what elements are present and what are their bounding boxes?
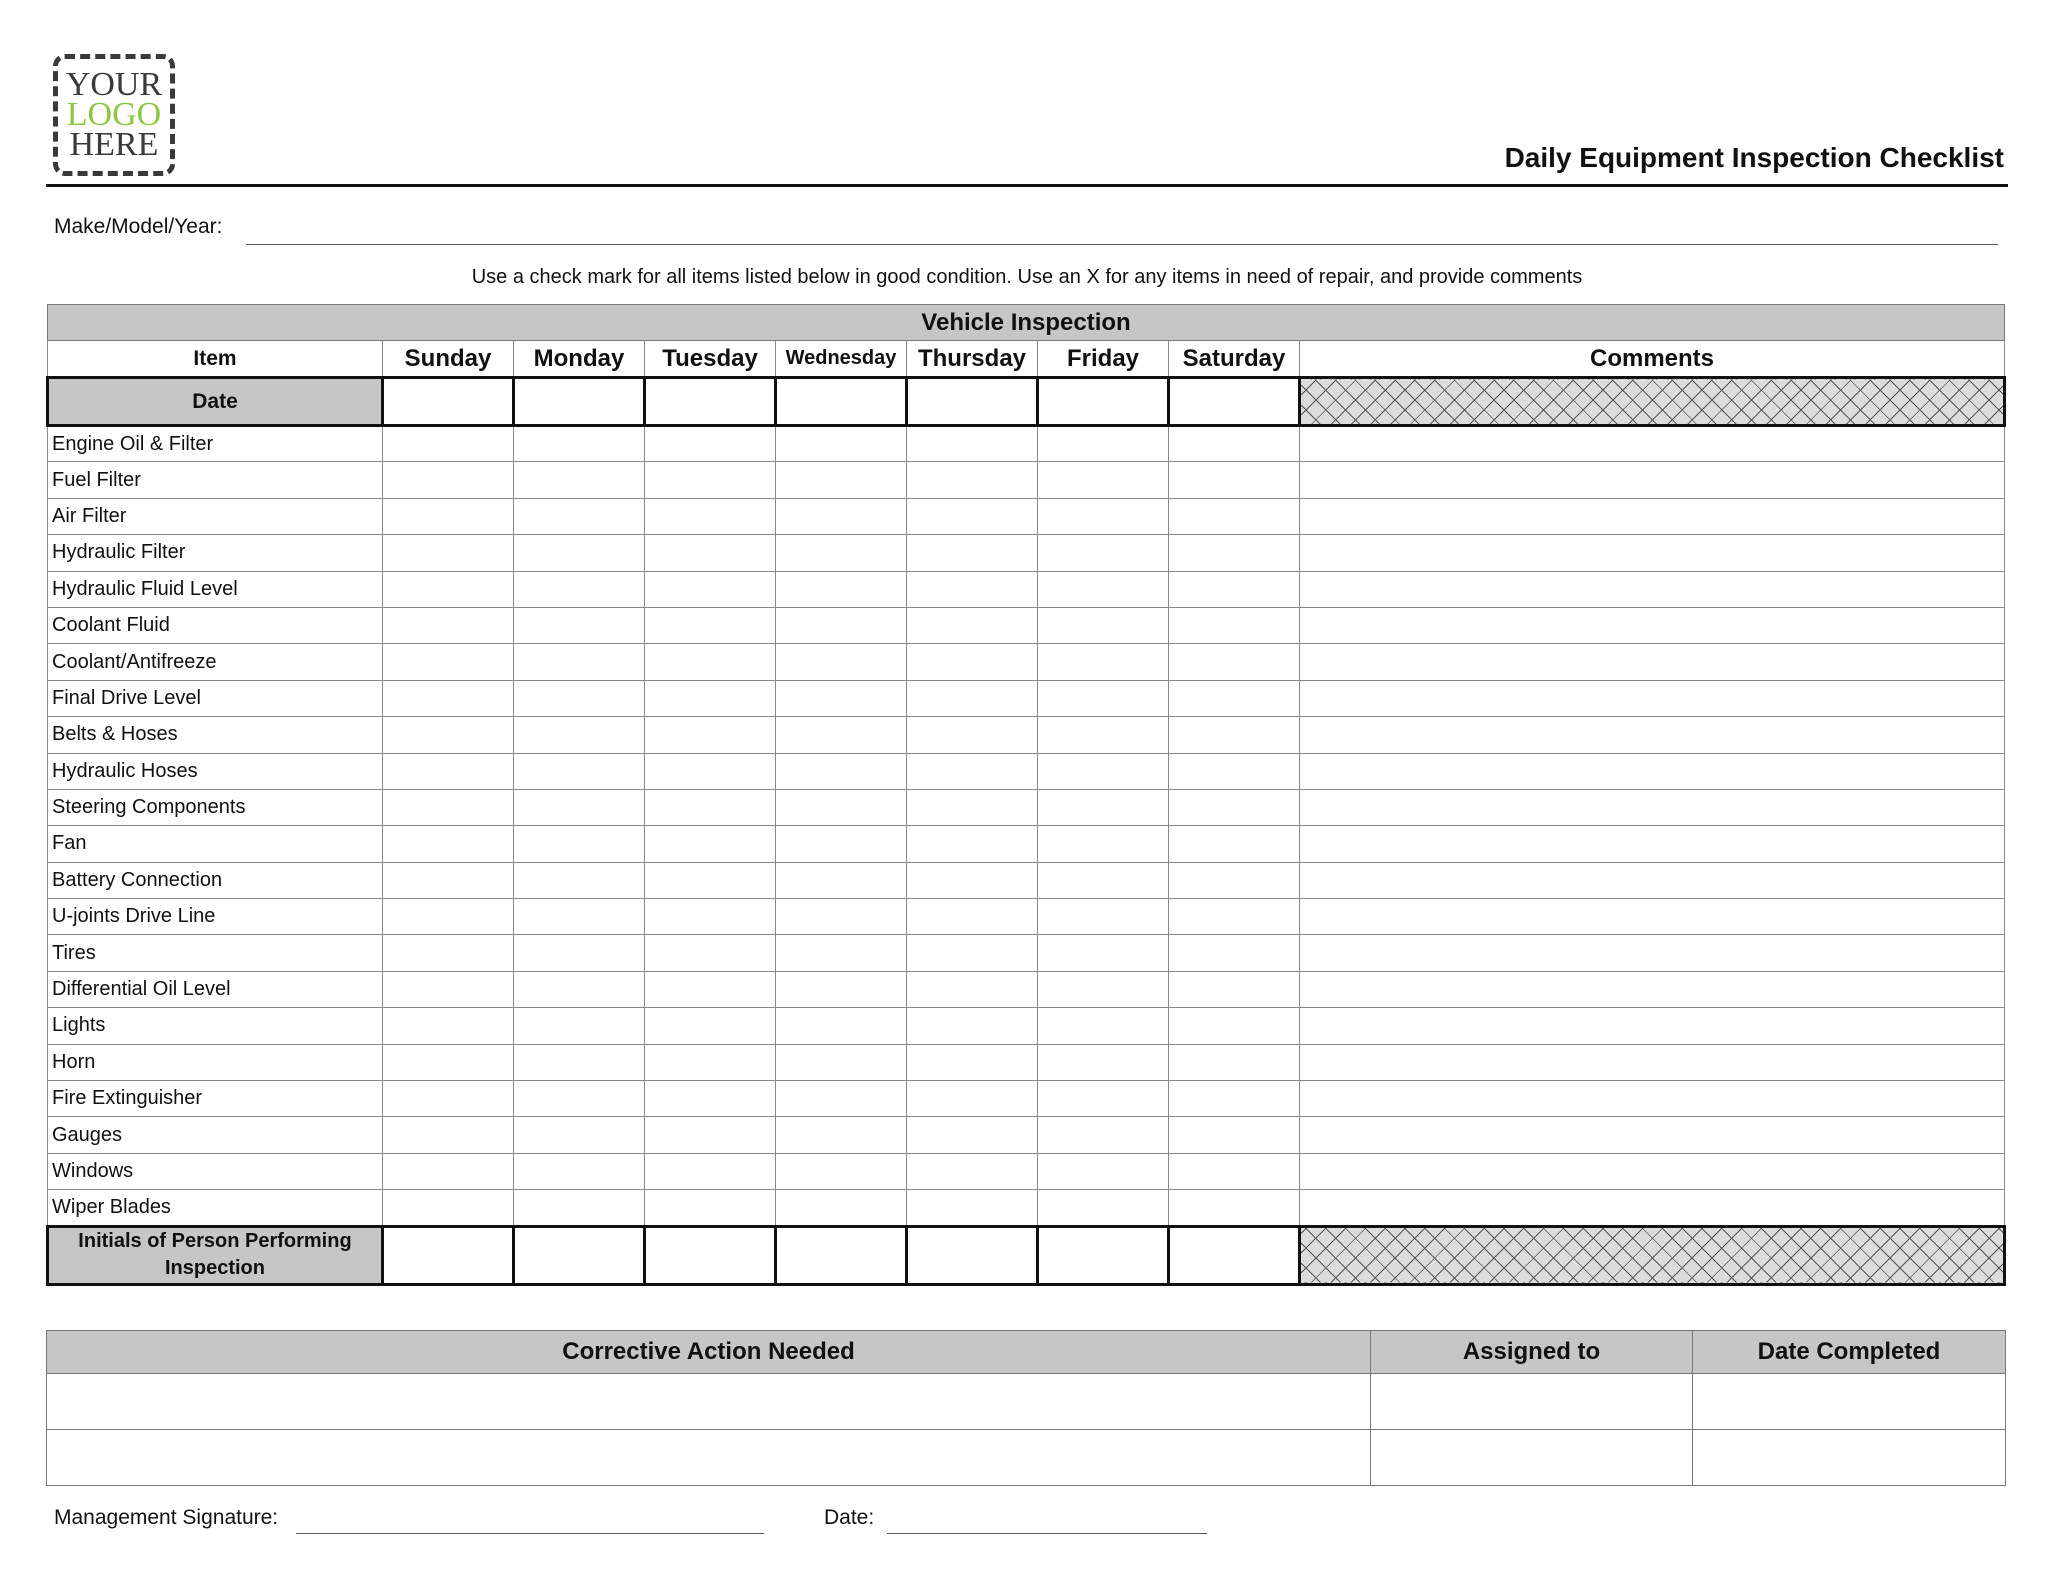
check-cell-wednesday[interactable] <box>776 717 907 753</box>
date-cell-saturday[interactable] <box>1169 378 1300 426</box>
logo-text-line2: LOGO <box>66 96 162 133</box>
check-cell-friday[interactable] <box>1038 1190 1169 1226</box>
table-row <box>48 1153 2005 1189</box>
check-cell-thursday[interactable] <box>907 935 1038 971</box>
check-cell-tuesday[interactable] <box>645 971 776 1007</box>
check-cell-friday[interactable] <box>1038 426 1169 462</box>
check-cell-sunday[interactable] <box>383 753 514 789</box>
column-header-date-completed: Date Completed <box>1693 1331 2006 1374</box>
check-cell-sunday[interactable] <box>383 426 514 462</box>
table-row <box>48 717 2005 753</box>
check-cell-thursday[interactable] <box>907 826 1038 862</box>
check-cell-wednesday[interactable] <box>776 607 907 643</box>
column-header-sunday: Sunday <box>383 341 514 378</box>
check-cell-thursday[interactable] <box>907 899 1038 935</box>
check-cell-thursday[interactable] <box>907 1117 1038 1153</box>
table-row <box>48 826 2005 862</box>
check-cell-thursday[interactable] <box>907 498 1038 534</box>
check-cell-friday[interactable] <box>1038 535 1169 571</box>
date-cell-sunday[interactable] <box>383 378 514 426</box>
check-cell-wednesday[interactable] <box>776 971 907 1007</box>
check-cell-sunday[interactable] <box>383 971 514 1007</box>
column-header-friday: Friday <box>1038 341 1169 378</box>
logo-text-line3: HERE <box>69 126 159 163</box>
check-cell-monday[interactable] <box>514 899 645 935</box>
corrective-action-row <box>47 1374 2006 1430</box>
check-cell-sunday[interactable] <box>383 862 514 898</box>
check-cell-thursday[interactable] <box>907 753 1038 789</box>
table-row <box>48 426 2005 462</box>
signature-date-field[interactable] <box>887 1533 1207 1534</box>
check-cell-sunday[interactable] <box>383 1153 514 1189</box>
check-cell-thursday[interactable] <box>907 789 1038 825</box>
check-cell-saturday[interactable] <box>1169 899 1300 935</box>
inspection-item-label: Hydraulic Hoses <box>48 753 383 789</box>
table-row <box>48 789 2005 825</box>
table-row <box>48 935 2005 971</box>
column-header-monday: Monday <box>514 341 645 378</box>
check-cell-saturday[interactable] <box>1169 717 1300 753</box>
comments-cell[interactable] <box>1300 862 2005 898</box>
check-cell-saturday[interactable] <box>1169 1190 1300 1226</box>
check-cell-sunday[interactable] <box>383 462 514 498</box>
check-cell-monday[interactable] <box>514 535 645 571</box>
inspection-item-label: Coolant/Antifreeze <box>48 644 383 680</box>
check-cell-monday[interactable] <box>514 644 645 680</box>
check-cell-saturday[interactable] <box>1169 535 1300 571</box>
inspection-item-label: U-joints Drive Line <box>48 899 383 935</box>
check-cell-thursday[interactable] <box>907 1081 1038 1117</box>
initials-cell-saturday[interactable] <box>1169 1226 1300 1284</box>
comments-cell[interactable] <box>1300 1153 2005 1189</box>
initials-label-line1: Initials of Person Performing <box>78 1230 352 1253</box>
table-row <box>48 1117 2005 1153</box>
table-row <box>48 571 2005 607</box>
check-cell-sunday[interactable] <box>383 1117 514 1153</box>
check-cell-wednesday[interactable] <box>776 462 907 498</box>
inspection-item-label: Tires <box>48 935 383 971</box>
table-row <box>48 1008 2005 1044</box>
table-row <box>48 644 2005 680</box>
check-cell-sunday[interactable] <box>383 644 514 680</box>
check-cell-wednesday[interactable] <box>776 644 907 680</box>
inspection-item-label: Steering Components <box>48 789 383 825</box>
comments-cell[interactable] <box>1300 1081 2005 1117</box>
management-signature-label: Management Signature: <box>54 1506 279 1529</box>
check-cell-monday[interactable] <box>514 680 645 716</box>
check-cell-friday[interactable] <box>1038 971 1169 1007</box>
check-cell-monday[interactable] <box>514 1044 645 1080</box>
check-cell-tuesday[interactable] <box>645 862 776 898</box>
check-cell-saturday[interactable] <box>1169 426 1300 462</box>
check-cell-wednesday[interactable] <box>776 753 907 789</box>
check-cell-saturday[interactable] <box>1169 1117 1300 1153</box>
check-cell-wednesday[interactable] <box>776 571 907 607</box>
check-cell-saturday[interactable] <box>1169 1153 1300 1189</box>
check-cell-wednesday[interactable] <box>776 680 907 716</box>
check-cell-tuesday[interactable] <box>645 1081 776 1117</box>
table-row <box>48 680 2005 716</box>
table-row <box>48 607 2005 643</box>
check-cell-friday[interactable] <box>1038 607 1169 643</box>
corrective-action-cell[interactable] <box>47 1430 1371 1486</box>
date-row <box>48 378 2005 426</box>
comments-cell[interactable] <box>1300 498 2005 534</box>
check-cell-thursday[interactable] <box>907 1153 1038 1189</box>
date-row-label: Date <box>48 378 383 426</box>
corrective-action-row <box>47 1430 2006 1486</box>
check-cell-wednesday[interactable] <box>776 1008 907 1044</box>
check-cell-friday[interactable] <box>1038 789 1169 825</box>
date-completed-cell[interactable] <box>1693 1430 2006 1486</box>
check-cell-tuesday[interactable] <box>645 680 776 716</box>
check-cell-thursday[interactable] <box>907 1044 1038 1080</box>
check-cell-thursday[interactable] <box>907 680 1038 716</box>
check-cell-friday[interactable] <box>1038 1153 1169 1189</box>
check-cell-wednesday[interactable] <box>776 826 907 862</box>
check-cell-monday[interactable] <box>514 1117 645 1153</box>
inspection-item-label: Final Drive Level <box>48 680 383 716</box>
check-cell-saturday[interactable] <box>1169 680 1300 716</box>
check-cell-saturday[interactable] <box>1169 644 1300 680</box>
inspection-item-label: Differential Oil Level <box>48 971 383 1007</box>
table-row <box>48 862 2005 898</box>
column-header-comments: Comments <box>1300 341 2005 378</box>
check-cell-saturday[interactable] <box>1169 498 1300 534</box>
check-cell-friday[interactable] <box>1038 717 1169 753</box>
check-cell-friday[interactable] <box>1038 644 1169 680</box>
date-cell-wednesday[interactable] <box>776 378 907 426</box>
table-row <box>48 971 2005 1007</box>
check-cell-thursday[interactable] <box>907 971 1038 1007</box>
document-title: Daily Equipment Inspection Checklist <box>1504 142 2004 173</box>
column-header-tuesday: Tuesday <box>645 341 776 378</box>
check-cell-friday[interactable] <box>1038 935 1169 971</box>
check-cell-friday[interactable] <box>1038 1117 1169 1153</box>
check-cell-monday[interactable] <box>514 607 645 643</box>
check-cell-sunday[interactable] <box>383 826 514 862</box>
comments-cell[interactable] <box>1300 607 2005 643</box>
check-cell-saturday[interactable] <box>1169 753 1300 789</box>
check-cell-wednesday[interactable] <box>776 498 907 534</box>
inspection-item-label: Gauges <box>48 1117 383 1153</box>
initials-cell-wednesday[interactable] <box>776 1226 907 1284</box>
check-cell-saturday[interactable] <box>1169 1008 1300 1044</box>
initials-cell-tuesday[interactable] <box>645 1226 776 1284</box>
inspection-item-label: Belts & Hoses <box>48 717 383 753</box>
check-cell-thursday[interactable] <box>907 862 1038 898</box>
table-row <box>48 753 2005 789</box>
column-header-assigned-to: Assigned to <box>1371 1331 1693 1374</box>
check-cell-monday[interactable] <box>514 426 645 462</box>
check-cell-friday[interactable] <box>1038 826 1169 862</box>
check-cell-saturday[interactable] <box>1169 935 1300 971</box>
comments-cell[interactable] <box>1300 426 2005 462</box>
comments-cell[interactable] <box>1300 1008 2005 1044</box>
check-cell-monday[interactable] <box>514 1008 645 1044</box>
check-cell-monday[interactable] <box>514 971 645 1007</box>
initials-cell-monday[interactable] <box>514 1226 645 1284</box>
check-cell-wednesday[interactable] <box>776 1190 907 1226</box>
check-cell-friday[interactable] <box>1038 1044 1169 1080</box>
vehicle-inspection-table <box>46 304 2006 1286</box>
title-divider <box>46 184 2008 187</box>
check-cell-thursday[interactable] <box>907 607 1038 643</box>
check-cell-monday[interactable] <box>514 571 645 607</box>
check-cell-sunday[interactable] <box>383 1081 514 1117</box>
column-header-row <box>48 341 2005 378</box>
date-cell-tuesday[interactable] <box>645 378 776 426</box>
inspection-item-label: Battery Connection <box>48 862 383 898</box>
check-cell-friday[interactable] <box>1038 899 1169 935</box>
column-header-corrective-action: Corrective Action Needed <box>47 1331 1371 1374</box>
inspection-item-label: Wiper Blades <box>48 1190 383 1226</box>
check-cell-monday[interactable] <box>514 935 645 971</box>
check-cell-friday[interactable] <box>1038 753 1169 789</box>
comments-cell[interactable] <box>1300 789 2005 825</box>
check-cell-tuesday[interactable] <box>645 935 776 971</box>
inspection-item-label: Windows <box>48 1153 383 1189</box>
inspection-item-label: Horn <box>48 1044 383 1080</box>
initials-cell-sunday[interactable] <box>383 1226 514 1284</box>
comments-cell[interactable] <box>1300 680 2005 716</box>
column-header-wednesday: Wednesday <box>776 341 907 378</box>
check-cell-thursday[interactable] <box>907 644 1038 680</box>
check-cell-tuesday[interactable] <box>645 426 776 462</box>
corrective-action-cell[interactable] <box>47 1374 1371 1430</box>
check-cell-sunday[interactable] <box>383 498 514 534</box>
table-row <box>48 462 2005 498</box>
check-cell-friday[interactable] <box>1038 1081 1169 1117</box>
inspection-item-label: Hydraulic Filter <box>48 535 383 571</box>
comments-cell[interactable] <box>1300 971 2005 1007</box>
initials-label-line2: Inspection <box>164 1257 265 1280</box>
check-cell-thursday[interactable] <box>907 717 1038 753</box>
check-cell-tuesday[interactable] <box>645 826 776 862</box>
check-cell-tuesday[interactable] <box>645 498 776 534</box>
comments-cell[interactable] <box>1300 644 2005 680</box>
management-signature-field[interactable] <box>296 1533 764 1534</box>
check-cell-tuesday[interactable] <box>645 1153 776 1189</box>
check-cell-friday[interactable] <box>1038 1008 1169 1044</box>
comments-cell[interactable] <box>1300 1117 2005 1153</box>
comments-cell[interactable] <box>1300 1190 2005 1226</box>
column-header-thursday: Thursday <box>907 341 1038 378</box>
check-cell-sunday[interactable] <box>383 717 514 753</box>
comments-cell[interactable] <box>1300 826 2005 862</box>
check-cell-monday[interactable] <box>514 1081 645 1117</box>
check-cell-saturday[interactable] <box>1169 789 1300 825</box>
check-cell-thursday[interactable] <box>907 571 1038 607</box>
inspection-item-label: Lights <box>48 1008 383 1044</box>
check-cell-tuesday[interactable] <box>645 535 776 571</box>
hatched-blocked-cell <box>1300 378 2005 426</box>
date-cell-monday[interactable] <box>514 378 645 426</box>
date-completed-cell[interactable] <box>1693 1374 2006 1430</box>
check-cell-friday[interactable] <box>1038 680 1169 716</box>
hatched-blocked-cell <box>1300 1226 2005 1284</box>
check-cell-friday[interactable] <box>1038 862 1169 898</box>
company-logo <box>53 54 175 176</box>
initials-cell-friday[interactable] <box>1038 1226 1169 1284</box>
make-model-year-field[interactable] <box>246 244 1998 245</box>
check-cell-tuesday[interactable] <box>645 1044 776 1080</box>
make-model-year-label: Make/Model/Year: <box>54 215 223 238</box>
inspection-item-label: Fuel Filter <box>48 462 383 498</box>
check-cell-thursday[interactable] <box>907 462 1038 498</box>
check-cell-wednesday[interactable] <box>776 789 907 825</box>
comments-cell[interactable] <box>1300 753 2005 789</box>
assigned-to-cell[interactable] <box>1371 1374 1693 1430</box>
assigned-to-cell[interactable] <box>1371 1430 1693 1486</box>
check-cell-saturday[interactable] <box>1169 462 1300 498</box>
check-cell-sunday[interactable] <box>383 1008 514 1044</box>
initials-cell-thursday[interactable] <box>907 1226 1038 1284</box>
check-cell-sunday[interactable] <box>383 935 514 971</box>
check-cell-sunday[interactable] <box>383 571 514 607</box>
check-cell-friday[interactable] <box>1038 571 1169 607</box>
check-cell-wednesday[interactable] <box>776 862 907 898</box>
check-cell-sunday[interactable] <box>383 535 514 571</box>
check-cell-monday[interactable] <box>514 498 645 534</box>
check-cell-wednesday[interactable] <box>776 1153 907 1189</box>
initials-row <box>48 1226 2005 1284</box>
inspection-item-label: Fan <box>48 826 383 862</box>
check-cell-monday[interactable] <box>514 717 645 753</box>
comments-cell[interactable] <box>1300 571 2005 607</box>
initials-row-label <box>48 1226 383 1284</box>
column-header-saturday: Saturday <box>1169 341 1300 378</box>
signature-date-label: Date: <box>824 1506 875 1529</box>
check-cell-friday[interactable] <box>1038 462 1169 498</box>
check-cell-tuesday[interactable] <box>645 899 776 935</box>
check-cell-saturday[interactable] <box>1169 1044 1300 1080</box>
check-cell-wednesday[interactable] <box>776 1117 907 1153</box>
comments-cell[interactable] <box>1300 535 2005 571</box>
check-cell-tuesday[interactable] <box>645 607 776 643</box>
date-cell-thursday[interactable] <box>907 378 1038 426</box>
check-cell-monday[interactable] <box>514 1153 645 1189</box>
comments-cell[interactable] <box>1300 717 2005 753</box>
inspection-item-label: Fire Extinguisher <box>48 1081 383 1117</box>
check-cell-tuesday[interactable] <box>645 1008 776 1044</box>
check-cell-sunday[interactable] <box>383 1044 514 1080</box>
table-row <box>48 1081 2005 1117</box>
date-cell-friday[interactable] <box>1038 378 1169 426</box>
column-header-item: Item <box>48 341 383 378</box>
check-cell-sunday[interactable] <box>383 607 514 643</box>
check-cell-wednesday[interactable] <box>776 426 907 462</box>
check-cell-tuesday[interactable] <box>645 753 776 789</box>
check-cell-monday[interactable] <box>514 462 645 498</box>
inspection-item-label: Engine Oil & Filter <box>48 426 383 462</box>
check-cell-thursday[interactable] <box>907 535 1038 571</box>
check-cell-wednesday[interactable] <box>776 935 907 971</box>
instructions-text: Use a check mark for all items listed below in good condition. Use an X for any items in need of repair, and provide comments <box>471 266 1583 288</box>
check-cell-sunday[interactable] <box>383 789 514 825</box>
check-cell-thursday[interactable] <box>907 1190 1038 1226</box>
check-cell-monday[interactable] <box>514 753 645 789</box>
comments-cell[interactable] <box>1300 935 2005 971</box>
check-cell-tuesday[interactable] <box>645 717 776 753</box>
inspection-item-label: Coolant Fluid <box>48 607 383 643</box>
table-row <box>48 1044 2005 1080</box>
check-cell-saturday[interactable] <box>1169 826 1300 862</box>
comments-cell[interactable] <box>1300 1044 2005 1080</box>
check-cell-tuesday[interactable] <box>645 1117 776 1153</box>
check-cell-sunday[interactable] <box>383 680 514 716</box>
check-cell-saturday[interactable] <box>1169 971 1300 1007</box>
table-row <box>48 498 2005 534</box>
check-cell-tuesday[interactable] <box>645 462 776 498</box>
inspection-item-label: Air Filter <box>48 498 383 534</box>
check-cell-monday[interactable] <box>514 1190 645 1226</box>
check-cell-tuesday[interactable] <box>645 644 776 680</box>
check-cell-saturday[interactable] <box>1169 1081 1300 1117</box>
inspection-item-label: Hydraulic Fluid Level <box>48 571 383 607</box>
table-row <box>48 535 2005 571</box>
check-cell-tuesday[interactable] <box>645 1190 776 1226</box>
check-cell-sunday[interactable] <box>383 899 514 935</box>
table-title: Vehicle Inspection <box>48 305 2005 341</box>
check-cell-saturday[interactable] <box>1169 571 1300 607</box>
table-row <box>48 1190 2005 1226</box>
corrective-action-table <box>46 1330 2006 1486</box>
comments-cell[interactable] <box>1300 899 2005 935</box>
logo-text-line1: YOUR <box>65 66 163 103</box>
check-cell-wednesday[interactable] <box>776 1081 907 1117</box>
check-cell-saturday[interactable] <box>1169 607 1300 643</box>
check-cell-sunday[interactable] <box>383 1190 514 1226</box>
check-cell-wednesday[interactable] <box>776 535 907 571</box>
check-cell-monday[interactable] <box>514 789 645 825</box>
check-cell-tuesday[interactable] <box>645 789 776 825</box>
check-cell-monday[interactable] <box>514 826 645 862</box>
check-cell-tuesday[interactable] <box>645 571 776 607</box>
check-cell-thursday[interactable] <box>907 426 1038 462</box>
check-cell-thursday[interactable] <box>907 1008 1038 1044</box>
check-cell-monday[interactable] <box>514 862 645 898</box>
check-cell-wednesday[interactable] <box>776 1044 907 1080</box>
comments-cell[interactable] <box>1300 462 2005 498</box>
check-cell-wednesday[interactable] <box>776 899 907 935</box>
check-cell-friday[interactable] <box>1038 498 1169 534</box>
table-row <box>48 899 2005 935</box>
check-cell-saturday[interactable] <box>1169 862 1300 898</box>
